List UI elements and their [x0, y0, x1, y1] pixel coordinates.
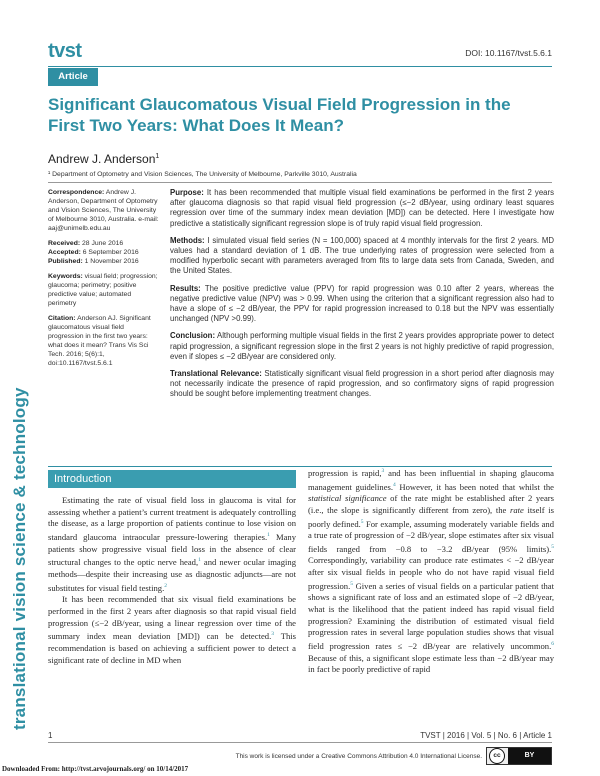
page-number: 1	[48, 731, 53, 740]
download-notice: Downloaded From: http://tvst.arvojournals.org/ on 10/14/2017	[2, 765, 189, 773]
author-sup: 1	[155, 153, 160, 160]
article-title: Significant Glaucomatous Visual Field Progression in the First Two Years: What Does It Mean?	[48, 95, 511, 135]
keywords: Keywords: visual field; progression; glaucoma; perimetry; positive predictive value; automated perimetry	[48, 273, 158, 307]
abstract-purpose: Purpose: It has been recommended that multiple visual field examinations be performed in the first 2 years after glaucoma diagnosis so that rapid visual field progression (≤−2 dB/year, using ordinary least squares regression over time of the summary index mean deviation [MD]) can be detected. Here I investigate how predictive a statistically significant regression slope is of truly rapid visual field progression.	[170, 188, 554, 228]
citation-ref[interactable]: 2	[164, 582, 167, 589]
license-text[interactable]: This work is licensed under a Creative Commons Attribution 4.0 International License.	[235, 753, 482, 760]
citation-ref[interactable]: 5	[350, 580, 353, 587]
journal-logo: tvst	[48, 40, 82, 62]
abstract-results: Results: The positive predictive value (PPV) for rapid progression was 0.10 after 2 years, whereas the negative predictive value (NPV) was > 0.99. When using the criterion that a significant regression also had to have a slope of ≤ −2 dB/year, the PPV for rapid progression increased to 0.18 but the NPV was essentially unchanged (NPV >0.99).	[170, 283, 554, 324]
doi[interactable]: DOI: 10.1167/tvst.5.6.1	[465, 48, 552, 58]
citation: Citation: Anderson AJ. Significant glaucomatous visual field progression in the first two years: what does it mean? Trans Vis Sci Tech. 2016; 5(6):1, doi:10.1167/tvst.5.6.1	[48, 315, 151, 367]
citation-ref[interactable]: 5	[551, 543, 554, 550]
footer-rule	[48, 742, 552, 743]
paragraph: It has been recommended that six visual field examinations be performed in the first 2 years after diagnosis so that rapid visual field progression (≤−2 dB/year, using a linear regression over time of the summary index mean deviation [MD]) can be detected.$^3$ This recommendation is based on achieving a sufficient power to detect a significant rate of decline in MD when	[48, 594, 296, 665]
citation-ref[interactable]: 1	[198, 557, 201, 564]
body-column-left	[48, 495, 296, 666]
published: Published: 1 November 2016	[48, 258, 139, 265]
author-name: Andrew J. Anderson	[48, 152, 156, 166]
citation-ref[interactable]: 5	[360, 518, 364, 525]
paragraph: Estimating the rate of visual field loss in glaucoma is vital for assessing whether a patient’s current treatment is adequately controlling the disease, as a large proportion of patients continue to lose vision on standard glaucoma intraocular pressure-lowering therapies.$^1$ Many patients show progressive visual field loss in the absence of clear structural changes to the optic nerve head,$^1$ and newer ocular imaging methods—despite their increasing use as diagnostic adjuncts—are not substitutes for visual field testing.$^2$	[48, 495, 297, 593]
abstract-methods: Methods: I simulated visual field series (N = 100,000) spaced at 4 monthly intervals for the first 2 years. MD values had a standard deviation of 1 dB. The true underlying rates of progression were selected from a modified hyperbolic secant with parameters averaged from fits to large data sets from Canada, Sweden, and the United States.	[170, 235, 554, 276]
citation-ref[interactable]: 3	[381, 468, 385, 474]
journal-vertical-banner: translational vision science & technology	[10, 387, 29, 730]
abstract-relevance: Translational Relevance: Statistically significant visual field progression in a short period after diagnosis may not necessarily indicate the presence of rapid progression, and so confirmatory signs of rapid progression should be sought before implementing treatment changes.	[170, 369, 554, 399]
cc-icon: cc	[489, 748, 505, 764]
article-info-sidebar	[48, 188, 160, 374]
citation-ref[interactable]: 1	[267, 532, 270, 539]
accepted: Accepted: 6 September 2016	[48, 249, 139, 256]
paragraph: progression is rapid,$^3$ and has been influential in shaping glaucoma management guidelines.$^4$ However, it has been noted that whilst the statistical significance of the rate might be established after 2 years (i.e., the slope is significantly different from zero), the rate itself is poorly defined.$^5$ For example, assuming moderately variable fields and a true rate of progression of −2 dB/year, slope estimates after six visual fields ranged from −0.8 to −3.2 dB/year (95% limits).$^5$ Correspondingly, variability can produce rate estimates < −2 dB/year after six visual fields in people who do not have rapid visual field progression.$^5$ Given a series of visual fields on a particular patient that shows a significant rate of loss and an estimated slope of −2 dB/year, what is the likelihood that the patient indeed has rapid visual field progression? Examining the distribution of estimated visual field progression rates in several large population studies shows that visual field progression rates ≤ −2 dB/year are relatively uncommon.$^6$ Because of this, a significant slope estimate less than −2 dB/year may in fact be poorly predictive of rapid	[308, 467, 555, 675]
abstract-conclusion: Conclusion: Although performing multiple visual fields in the first 2 years provides appropriate power to detect rapid progression, a significant regression slope in the first 2 years is not highly predictive of rapid progression, even if slopes ≤ −2 dB/year are considered only.	[170, 331, 554, 361]
citation-ref[interactable]: 4	[393, 481, 396, 488]
citation-ref[interactable]: 3	[271, 631, 274, 638]
by-icon: BY	[508, 748, 551, 764]
citation-ref[interactable]: 6	[551, 641, 554, 648]
affiliation: ¹ Department of Optometry and Vision Sciences, The University of Melbourne, Parkville 3010, Australia	[48, 171, 357, 178]
abstract	[170, 188, 554, 407]
header-rule	[48, 66, 552, 67]
body-column-right	[308, 466, 554, 676]
cc-by-license-icon[interactable]	[486, 747, 552, 765]
divider	[48, 182, 552, 183]
article-type-badge: Article	[48, 68, 98, 86]
author-line	[48, 152, 159, 166]
correspondence: Correspondence: Andrew J. Anderson, Department of Optometry and Vision Sciences, The University of Melbourne 3010, Australia. e-mail: aaj@unimelb.edu.au	[48, 189, 159, 232]
journal-issue-info: TVST | 2016 | Vol. 5 | No. 6 | Article 1	[420, 731, 552, 740]
received: Received: 28 June 2016	[48, 240, 124, 247]
section-heading-introduction: Introduction	[48, 470, 296, 488]
